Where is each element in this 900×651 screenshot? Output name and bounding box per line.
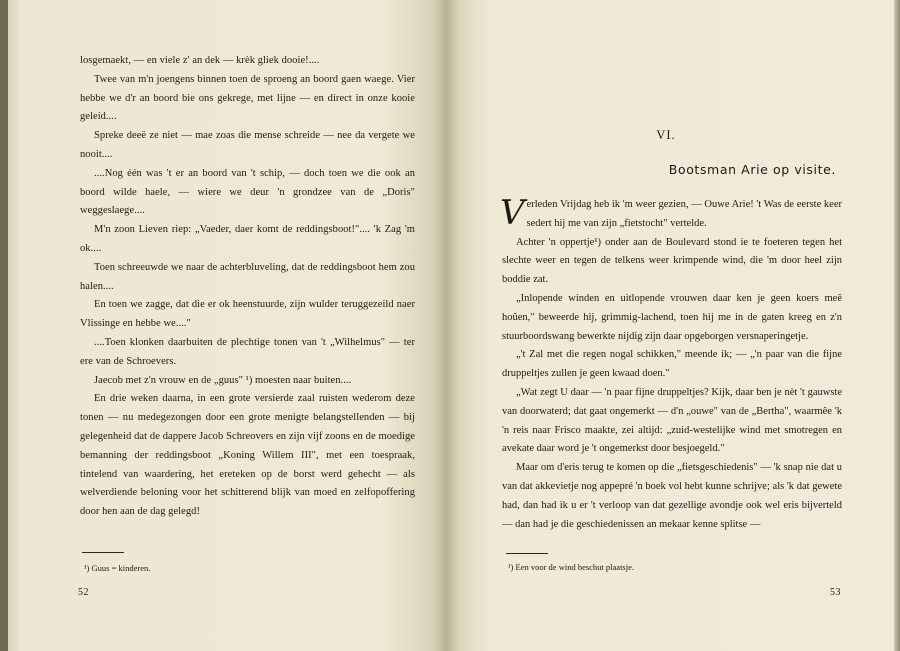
paragraph: ....Nog één was 't er an boord van 't schip, — doch toen we die ook an boord wilde haele, — wiere we deur 'n grondzee van de „Doris" weggeslaege.... bbox=[80, 167, 415, 217]
right-page-body bbox=[500, 193, 842, 534]
paragraph: Maar om d'eris terug te komen op die „fietsgeschiedenis" — 'k snap nie dat u van dat akkevietje nog appepré 'n boek vol hebt kunne schrijve; als 'k dat gewete had, dan had ik u er 't verloop van dat gezellige avondje ook wel eris bijverteld — dan had je die geschiedenissen an mekaar kenne splitse — bbox=[502, 462, 842, 530]
paragraph: „Wat zegt U daar — 'n paar fijne druppeltjes? Kijk, daar ben je nèt 't gauwste van doorwaterd; dat gaat ongemerkt — d'n „ouwe" van de „Bertha", waarmêe 'k 'n reis naar Frisco maakte, zei altijd: „zuid-westelijke wind met smotregen en avekate daar word je 't ongemerkst door besjoegeld." bbox=[502, 386, 842, 455]
paragraph: „'t Zal met die regen nogal schikken," meende ik; — „'n paar van die fijne druppeltjes zullen je geen kwaad doen." bbox=[502, 349, 842, 380]
drop-cap: V bbox=[500, 193, 525, 233]
page-number: 52 bbox=[78, 587, 89, 598]
left-page bbox=[8, 0, 446, 651]
paragraph: M'n zoon Lieven riep: „Vaeder, daer komt de reddingsboot!".... 'k Zag 'm ok.... bbox=[80, 224, 415, 254]
paragraph-text: erleden Vrijdag heb ik 'm weer gezien, — Ouwe Arie! 't Was de eerste keer sedert hij me van zijn „fietstocht" vertelde. bbox=[526, 199, 842, 229]
footnote: ¹) Een voor de wind beschut plaatsje. bbox=[508, 562, 634, 572]
chapter-number: VI. bbox=[656, 128, 676, 142]
footnote-rule bbox=[506, 553, 548, 554]
paragraph: losgemaekt, — en viele z' an dek — krèk gliek dooie!.... bbox=[80, 55, 320, 66]
page-number: 53 bbox=[830, 587, 841, 598]
paragraph: Achter 'n oppertje¹) onder aan de Boulevard stond ie te foeteren tegen het slechte weer en tegen de telkens weer krimpende wind, die 'm door heel zijn boddie zat. bbox=[502, 236, 842, 286]
footnote-rule bbox=[82, 552, 124, 553]
paragraph: ....Toen klonken daarbuiten de plechtige tonen van 't „Wilhelmus" — ter ere van de Schroevers. bbox=[80, 336, 415, 367]
left-page-body bbox=[80, 52, 415, 522]
paragraph: „Inlopende winden en uitlopende vrouwen daar ken je geen koers meê hoûen," beweerde hij, grimmig-lachend, toen hij me in de gaten kreeg en z'n stuurboordswang bewerkte nijdig zijn daar opgeborgen versnaperingetje. bbox=[502, 292, 842, 342]
paragraph: Toen schreeuwde we naar de achterbluveling, dat de reddingsboot hem zou halen.... bbox=[80, 261, 415, 292]
footnote: ¹) Guus = kinderen. bbox=[84, 563, 151, 573]
paragraph: Spreke deeë ze niet — mae zoas die mense schreide — nee da vergete we nooit.... bbox=[80, 130, 415, 160]
paragraph bbox=[500, 193, 842, 234]
paragraph: En drie weken daarna, in een grote versierde zaal ruisten wederom deze tonen — nu medegezongen door een grote menigte belangstellenden — bij gelegenheid dat de dappere Jacob Schreovers en zijn vijf zoons en de moedige bemanning der reddingsboot „Koning Willem III", met een toespraak, tintelend van waardering, het ereteken op de borst werd gehecht — als welverdiende beloning voor het schitterend blijk van moed en zelfopoffering door hen aan de dag gelegd! bbox=[80, 393, 415, 518]
right-page bbox=[446, 0, 894, 651]
paragraph: Jaecob met z'n vrouw en de „guus" ¹) moesten naar buiten.... bbox=[94, 374, 352, 386]
page-edge bbox=[894, 0, 900, 651]
paragraph: Twee van m'n joengens binnen toen de sproeng an boord gaen waege. Vier hebbe we d'r an boord bie ons gekrege, met lijne — en direct in onze kooie geleid.... bbox=[80, 73, 415, 123]
paragraph: En toen we zagge, dat die er ok heenstuurde, zijn wulder teruggezeild naer Vlissinge en hebbe we...." bbox=[80, 299, 415, 330]
chapter-title: Bootsman Arie op visite. bbox=[668, 162, 836, 177]
